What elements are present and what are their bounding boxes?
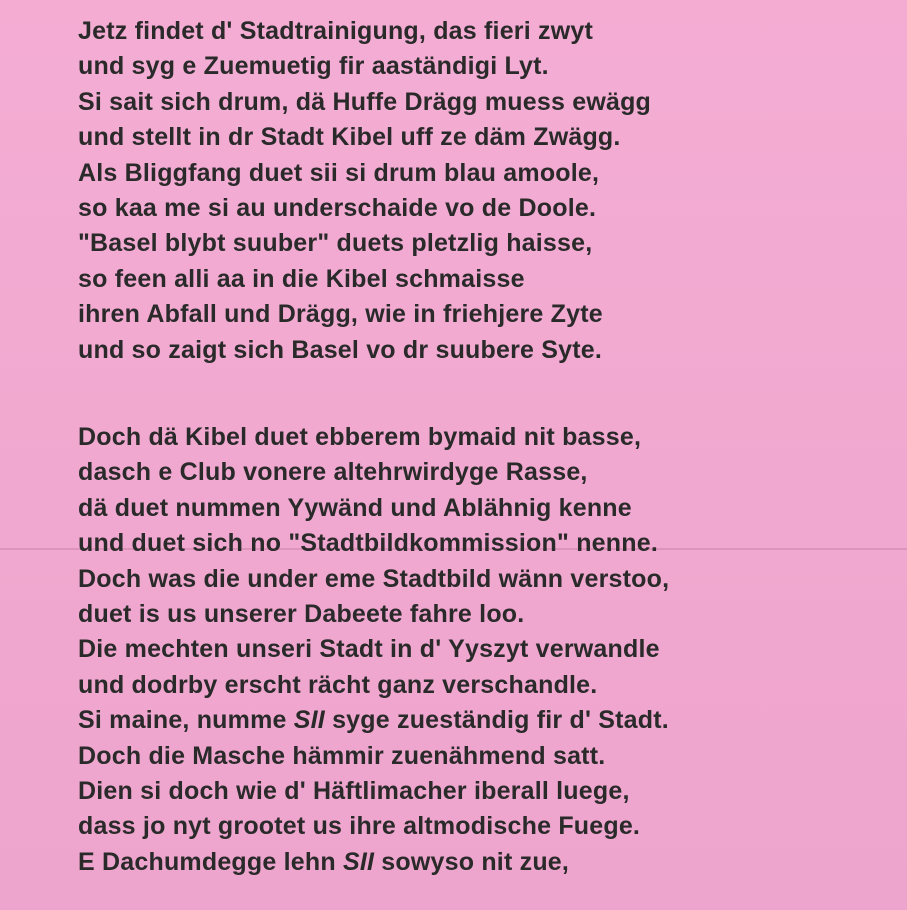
poem-line: und duet sich no "Stadtbildkommission" nenne. [78, 529, 658, 558]
poem-line: Die mechten unseri Stadt in d' Yyszyt verwandle [78, 635, 660, 664]
poem-line: E Dachumdegge lehn SII sowyso nit zue, [78, 847, 570, 876]
poem-line: dä duet nummen Yywänd und Ablähnig kenne [78, 493, 632, 522]
poem-line: Jetz findet d' Stadtrainigung, das fieri zwyt [78, 17, 593, 45]
poem-line: und dodrby erscht rächt ganz verschandle. [78, 670, 598, 699]
poem-stanza-2 [78, 420, 669, 880]
poem-line: und syg e Zuemuetig fir aaständigi Lyt. [78, 52, 549, 81]
poem-line: dass jo nyt grootet us ihre altmodische Fuege. [78, 812, 641, 841]
poem-line: und stellt in dr Stadt Kibel uff ze däm Zwägg. [78, 123, 621, 152]
poem-line: Doch die Masche hämmir zuenähmend satt. [78, 741, 606, 770]
poem-line: so feen alli aa in die Kibel schmaisse [78, 264, 525, 293]
sii-emphasis: SII [293, 706, 325, 735]
poem-line: dasch e Club vonere altehrwirdyge Rasse, [78, 458, 588, 487]
poem-line: so kaa me si au underschaide vo de Doole. [78, 193, 597, 222]
poem-line: duet is us unserer Dabeete fahre loo. [78, 599, 525, 628]
poem-line: Doch dä Kibel duet ebberem bymaid nit basse, [78, 423, 642, 451]
poem-line: Dien si doch wie d' Häftlimacher iberall luege, [78, 776, 630, 805]
poem-stanza-1 [78, 14, 651, 368]
poem-line: Si maine, numme SII syge zueständig fir d' Stadt. [78, 706, 669, 735]
poem-line: Doch was die under eme Stadtbild wänn verstoo, [78, 564, 670, 593]
poem-line: "Basel blybt suuber" duets pletzlig haisse, [78, 229, 593, 258]
poem-line: ihren Abfall und Drägg, wie in friehjere Zyte [78, 300, 603, 329]
sii-emphasis: SII [342, 847, 375, 876]
poem-line: und so zaigt sich Basel vo dr suubere Syte. [78, 335, 603, 364]
poem-line: Si sait sich drum, dä Huffe Drägg muess ewägg [78, 87, 652, 116]
poem-line: Als Bliggfang duet sii si drum blau amoole, [78, 158, 600, 187]
